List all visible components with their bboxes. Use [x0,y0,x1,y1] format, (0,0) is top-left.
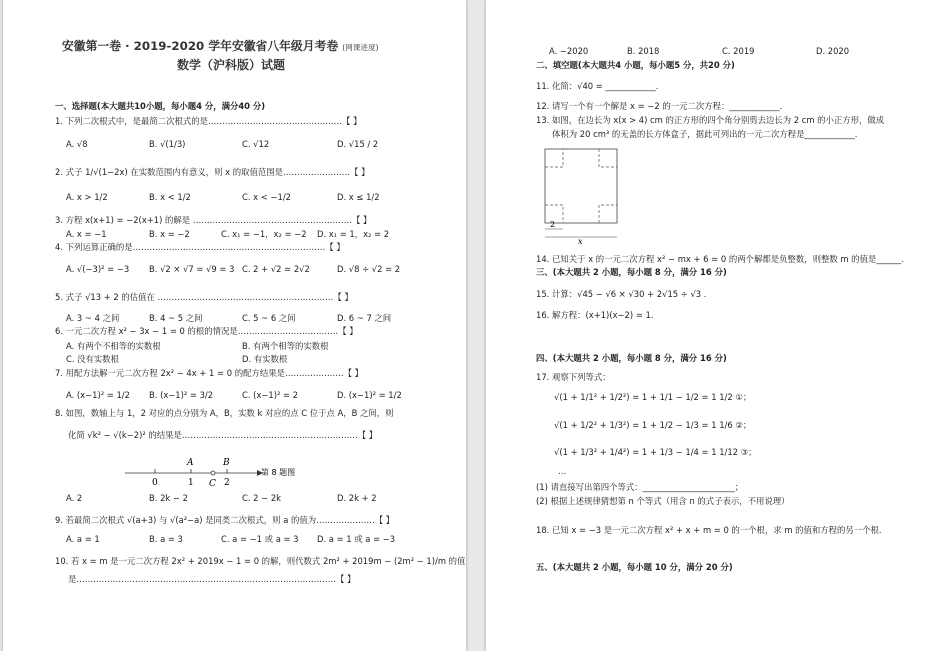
question-5: 5. 式子 √13 + 2 的估值在 ………………………………………………………【 】 [55,292,353,302]
q1-option-d: D. √15 / 2 [337,139,379,149]
cut-bottom-right [599,205,617,223]
q8-option-a: A. 2 [66,493,83,503]
dim-2-label: 2 [550,220,556,229]
q8-option-c: C. 2 − 2k [242,493,282,503]
q17-equation-3: √(1 + 1/3² + 1/4²) = 1 + 1/3 − 1/4 = 1 1/12 ③； [554,447,757,457]
figure-8-caption: 第 8 题图 [261,468,296,477]
exam-title [62,41,379,53]
q6-option-d: D. 有实数根 [242,354,288,364]
q4-option-a: A. √(−3)² = −3 [66,264,130,274]
question-13-line1: 13. 如图，在边长为 x(x > 4) cm 的正方形的四个角分别剪去边长为 2 cm 的小正方形，做成 [536,115,885,125]
q4-option-d: D. √8 ÷ √2 = 2 [337,264,401,274]
point-c [211,471,215,475]
q10-option-a: A. −2020 [549,46,589,56]
q2-option-a: A. x > 1/2 [66,192,108,202]
q7-option-d: D. (x−1)² = 1/2 [337,390,402,400]
number-line-figure [121,455,331,491]
question-4: 4. 下列运算正确的是……………………………………………………………【 】 [55,242,345,252]
q9-option-c: C. a = −1 或 a = 3 [221,534,299,544]
q1-option-a: A. √8 [66,139,88,149]
q2-option-c: C. x < −1/2 [242,192,291,202]
question-8-line1: 8. 如图，数轴上与 1，2 对应的点分别为 A，B，实数 k 对应的点 C 位于点 A，B 之间，则 [55,408,394,418]
q10-option-c: C. 2019 [722,46,755,56]
label-0: 0 [152,478,158,488]
label-1: 1 [188,478,194,488]
q8-option-d: D. 2k + 2 [337,493,377,503]
q9-option-a: A. a = 1 [66,534,100,544]
q6-option-c: C. 没有实数根 [66,354,120,364]
question-10-line1: 10. 若 x = m 是一元二次方程 2x² + 2019x − 1 = 0 的解，则代数式 2m² + 2019m − (2m² − 1)/m 的值 [55,556,466,566]
section-4-heading: 四、(本大题共 2 小题，每小题 8 分，满分 16 分) [536,353,727,363]
q17-part-1: (1) 请直接写出第四个等式：______________________； [536,482,744,492]
section-2-heading: 二、填空题(本大题共4 小题，每小题5 分，共20 分) [536,60,735,70]
question-2: 2. 式子 1/√(1−2x) 在实数范围内有意义，则 x 的取值范围是……………………【 】 [55,167,370,177]
q3-option-a: A. x = −1 [66,229,107,239]
q2-option-b: B. x < 1/2 [149,192,191,202]
question-15: 15. 计算：√45 − √6 × √30 + 2√15 ÷ √3 . [536,289,707,299]
square-box-figure [541,145,626,245]
title-progress: (网课进度) [342,43,379,52]
q10-option-b: B. 2018 [627,46,660,56]
q2-option-d: D. x ≤ 1/2 [337,192,380,202]
q17-equation-2: √(1 + 1/2² + 1/3²) = 1 + 1/2 − 1/3 = 1 1/6 ②； [554,420,752,430]
q7-option-b: B. (x−1)² = 3/2 [149,390,214,400]
q9-option-d: D. a = 1 或 a = −3 [317,534,396,544]
q17-ellipsis: … [558,466,567,476]
q5-option-c: C. 5 ~ 6 之间 [242,313,296,323]
q8-option-b: B. 2k − 2 [149,493,188,503]
square-outline [545,149,617,223]
question-9: 9. 若最简二次根式 √(a+3) 与 √(a²−a) 是同类二次根式，则 a 的值为…………………【 】 [55,515,395,525]
q1-option-b: B. √(1/3) [149,139,186,149]
cut-top-left [545,149,563,167]
section-3-heading: 三、(本大题共 2 小题，每小题 8 分，满分 16 分) [536,267,727,277]
section-1-heading: 一、选择题(本大题共10小题，每小题4 分，满分40 分) [55,101,266,111]
question-7: 7. 用配方法解一元二次方程 2x² − 4x + 1 = 0 的配方结果是…………………【 】 [55,368,363,378]
q6-option-a: A. 有两个不相等的实数根 [66,341,161,351]
cut-top-right [599,149,617,167]
question-18: 18. 已知 x = −3 是一元二次方程 x² + x + m = 0 的一个根，求 m 的值和方程的另一个根. [536,525,882,535]
dim-x-label: x [578,237,583,245]
exam-page-left [3,0,466,651]
q7-option-c: C. (x−1)² = 2 [242,390,299,400]
q4-option-c: C. 2 + √2 = 2√2 [242,264,310,274]
q3-option-d: D. x₁ = 1，x₂ = 2 [317,229,390,239]
q3-option-b: B. x = −2 [149,229,190,239]
question-8-line2: 化简 √k² − √(k−2)² 的结果是………………………………………………………【 】 [68,430,378,440]
label-b: B [223,458,230,468]
question-10-line2: 是…………………………………………………………………………………【 】 [68,574,356,584]
q5-option-d: D. 6 ~ 7 之间 [337,313,392,323]
q1-option-c: C. √12 [242,139,270,149]
exam-subtitle: 数学（沪科版）试题 [177,58,286,72]
q4-option-b: B. √2 × √7 = √9 = 3 [149,264,235,274]
section-5-heading: 五、(本大题共 2 小题，每小题 10 分，满分 20 分) [536,562,733,572]
q9-option-b: B. a = 3 [149,534,183,544]
label-c: C [209,479,216,489]
exam-page-right [486,0,946,651]
question-11: 11. 化简：√40 = ____________. [536,81,659,91]
label-2: 2 [224,478,230,488]
q5-option-b: B. 4 ~ 5 之间 [149,313,203,323]
q6-option-b: B. 有两个相等的实数根 [242,341,329,351]
question-3: 3. 方程 x(x+1) = −2(x+1) 的解是 …………………………………………………【 】 [55,215,372,225]
q17-part-2: (2) 根据上述规律猜想第 n 个等式（用含 n 的式子表示，不用说理） [536,496,790,506]
q10-option-d: D. 2020 [816,46,850,56]
label-a: A [187,458,194,468]
question-14: 14. 已知关于 x 的一元二次方程 x² − mx + 6 = 0 的两个解都是负整数，则整数 m 的值是______. [536,254,905,264]
q3-option-c: C. x₁ = −1，x₂ = −2 [221,229,307,239]
q7-option-a: A. (x−1)² = 1/2 [66,390,130,400]
question-17: 17. 观察下列等式： [536,372,611,382]
question-13-line2: 体积为 20 cm³ 的无盖的长方体盒子，据此可列出的一元二次方程是____________. [552,129,858,139]
q5-option-a: A. 3 ~ 4 之间 [66,313,120,323]
question-1: 1. 下列二次根式中，是最简二次根式的是…………………………………………【 】 [55,116,362,126]
question-6: 6. 一元二次方程 x² − 3x − 1 = 0 的根的情况是………………………………【 】 [55,326,358,336]
q17-equation-1: √(1 + 1/1² + 1/2²) = 1 + 1/1 − 1/2 = 1 1/2 ①； [554,392,752,402]
question-16: 16. 解方程：(x+1)(x−2) = 1. [536,310,654,320]
question-12: 12. 请写一个有一个解是 x = −2 的一元二次方程：____________. [536,101,783,111]
title-line1: 安徽第一卷 · 2019-2020 学年安徽省八年级月考卷 [62,39,339,53]
